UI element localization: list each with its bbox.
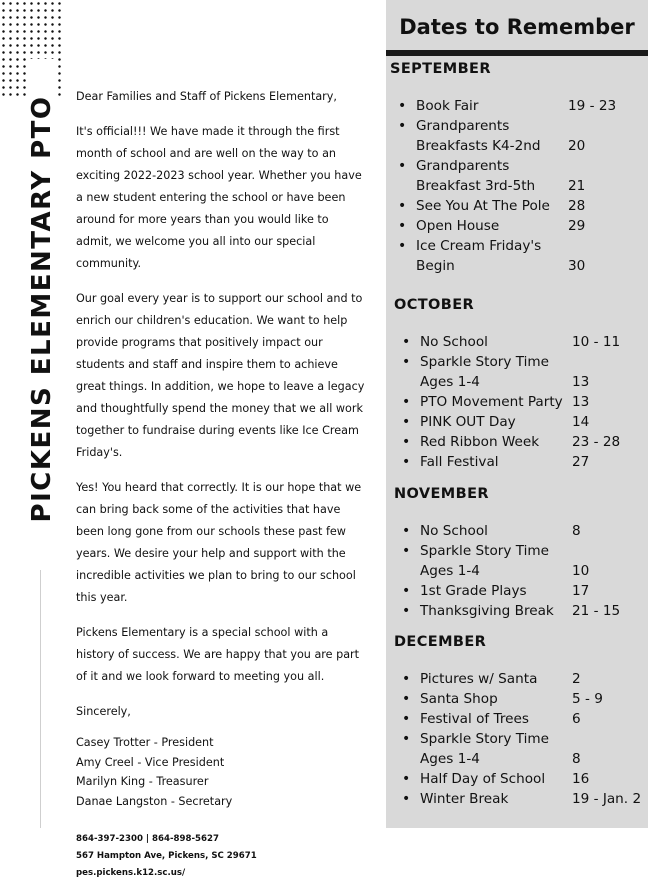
letter-closing: Sincerely, [76, 705, 131, 718]
event-date: 21 - 15 [572, 603, 621, 619]
officer-secretary: Danae Langston - Secretary [76, 794, 233, 808]
event-item: • Pictures w/ Santa 2 [396, 669, 642, 689]
event-date: 29 [568, 218, 586, 234]
event-item: • Sparkle Story Time Ages 1-4 8 [396, 729, 642, 769]
event-date: 19 - Jan. 2 [572, 791, 642, 807]
header-rule [386, 50, 648, 56]
event-item: • No School 8 [396, 521, 642, 541]
month-heading-october: OCTOBER [394, 297, 475, 313]
letter-paragraph: Our goal every year is to support our school and to enrich our children's education. We want to help provide programs that positively impact our students and staff and inspire them to achieve great things. In addition, we hope to leave a legacy and thoughtfully spend the money that we all work together to fundraise during events like Ice Cream Friday's. [76, 292, 365, 459]
event-date: 27 [572, 454, 590, 470]
event-date: 5 - 9 [572, 691, 603, 707]
september-events [392, 96, 642, 276]
vertical-title: PICKENS ELEMENTARY PTO [29, 59, 55, 559]
event-item: • See You At The Pole 28 [392, 196, 642, 216]
event-item: • Red Ribbon Week 23 - 28 [396, 432, 642, 452]
event-item: • Winter Break 19 - Jan. 2 [396, 789, 642, 809]
event-date: 13 [572, 394, 590, 410]
event-date: 17 [572, 583, 590, 599]
event-date: 10 [572, 563, 590, 579]
contact-address: 567 Hampton Ave, Pickens, SC 29671 [76, 851, 257, 861]
event-item: • Thanksgiving Break 21 - 15 [396, 601, 642, 621]
event-date: 23 - 28 [572, 434, 621, 450]
month-heading-december: DECEMBER [394, 634, 487, 650]
dates-panel-header [386, 0, 648, 46]
event-item: • No School 10 - 11 [396, 332, 642, 352]
contact-phones: 864-397-2300 | 864-898-5627 [76, 834, 219, 844]
event-date: 6 [572, 711, 581, 727]
month-heading-november: NOVEMBER [394, 486, 489, 502]
month-heading-september: SEPTEMBER [390, 61, 491, 77]
event-date: 28 [568, 198, 586, 214]
event-item: • PTO Movement Party 13 [396, 392, 642, 412]
event-item: • PINK OUT Day 14 [396, 412, 642, 432]
letter [76, 86, 366, 882]
event-date: 8 [572, 751, 581, 767]
letter-paragraph: It's official!!! We have made it through the first month of school and are well on the way to an exciting 2022-2023 school year. Whether you have a new student entering the school or have been around for more years than you would like to admit, we welcome you all into our special community. [76, 125, 362, 270]
officer-list [76, 733, 366, 811]
event-date: 21 [568, 178, 586, 194]
event-date: 10 - 11 [572, 334, 621, 350]
divider-line [40, 570, 41, 828]
event-item: • Grandparents Breakfast 3rd-5th 21 [392, 156, 642, 196]
event-item: • Open House 29 [392, 216, 642, 236]
event-item: • Santa Shop 5 - 9 [396, 689, 642, 709]
contact-info [76, 831, 366, 882]
event-date: 13 [572, 374, 590, 390]
letter-paragraph: Yes! You heard that correctly. It is our hope that we can bring back some of the activities that have been long gone from our schools these past few years. We desire your help and support with the incredible activities we plan to bring to our school this year. [76, 481, 362, 604]
december-events [396, 669, 642, 809]
event-date: 2 [572, 671, 581, 687]
event-item: • Book Fair 19 - 23 [392, 96, 642, 116]
officer-treasurer: Marilyn King - Treasurer [76, 775, 209, 788]
officer-vice-president: Amy Creel - Vice President [76, 755, 225, 769]
event-item: • Grandparents Breakfasts K4-2nd 20 [392, 116, 642, 156]
letter-paragraph: Pickens Elementary is a special school with a history of success. We are happy that you are part of it and we look forward to meeting you all. [76, 626, 360, 683]
event-date: 19 - 23 [568, 98, 617, 114]
event-item: • 1st Grade Plays 17 [396, 581, 642, 601]
event-date: 8 [572, 523, 581, 539]
event-item: • Sparkle Story Time Ages 1-4 13 [396, 352, 642, 392]
event-item: • Festival of Trees 6 [396, 709, 642, 729]
event-date: 30 [568, 258, 586, 274]
officer-president: Casey Trotter - President [76, 736, 214, 749]
event-item: • Ice Cream Friday's Begin 30 [392, 236, 642, 276]
event-date: 20 [568, 138, 586, 154]
event-item: • Half Day of School 16 [396, 769, 642, 789]
november-events [396, 521, 642, 621]
letter-greeting: Dear Families and Staff of Pickens Elementary, [76, 90, 337, 103]
event-item: • Sparkle Story Time Ages 1-4 10 [396, 541, 642, 581]
event-item: • Fall Festival 27 [396, 452, 642, 472]
contact-website[interactable]: pes.pickens.k12.sc.us/ [76, 868, 186, 878]
event-date: 14 [572, 414, 590, 430]
dates-title: Dates to Remember [399, 15, 635, 39]
event-date: 16 [572, 771, 590, 787]
october-events [396, 332, 642, 472]
